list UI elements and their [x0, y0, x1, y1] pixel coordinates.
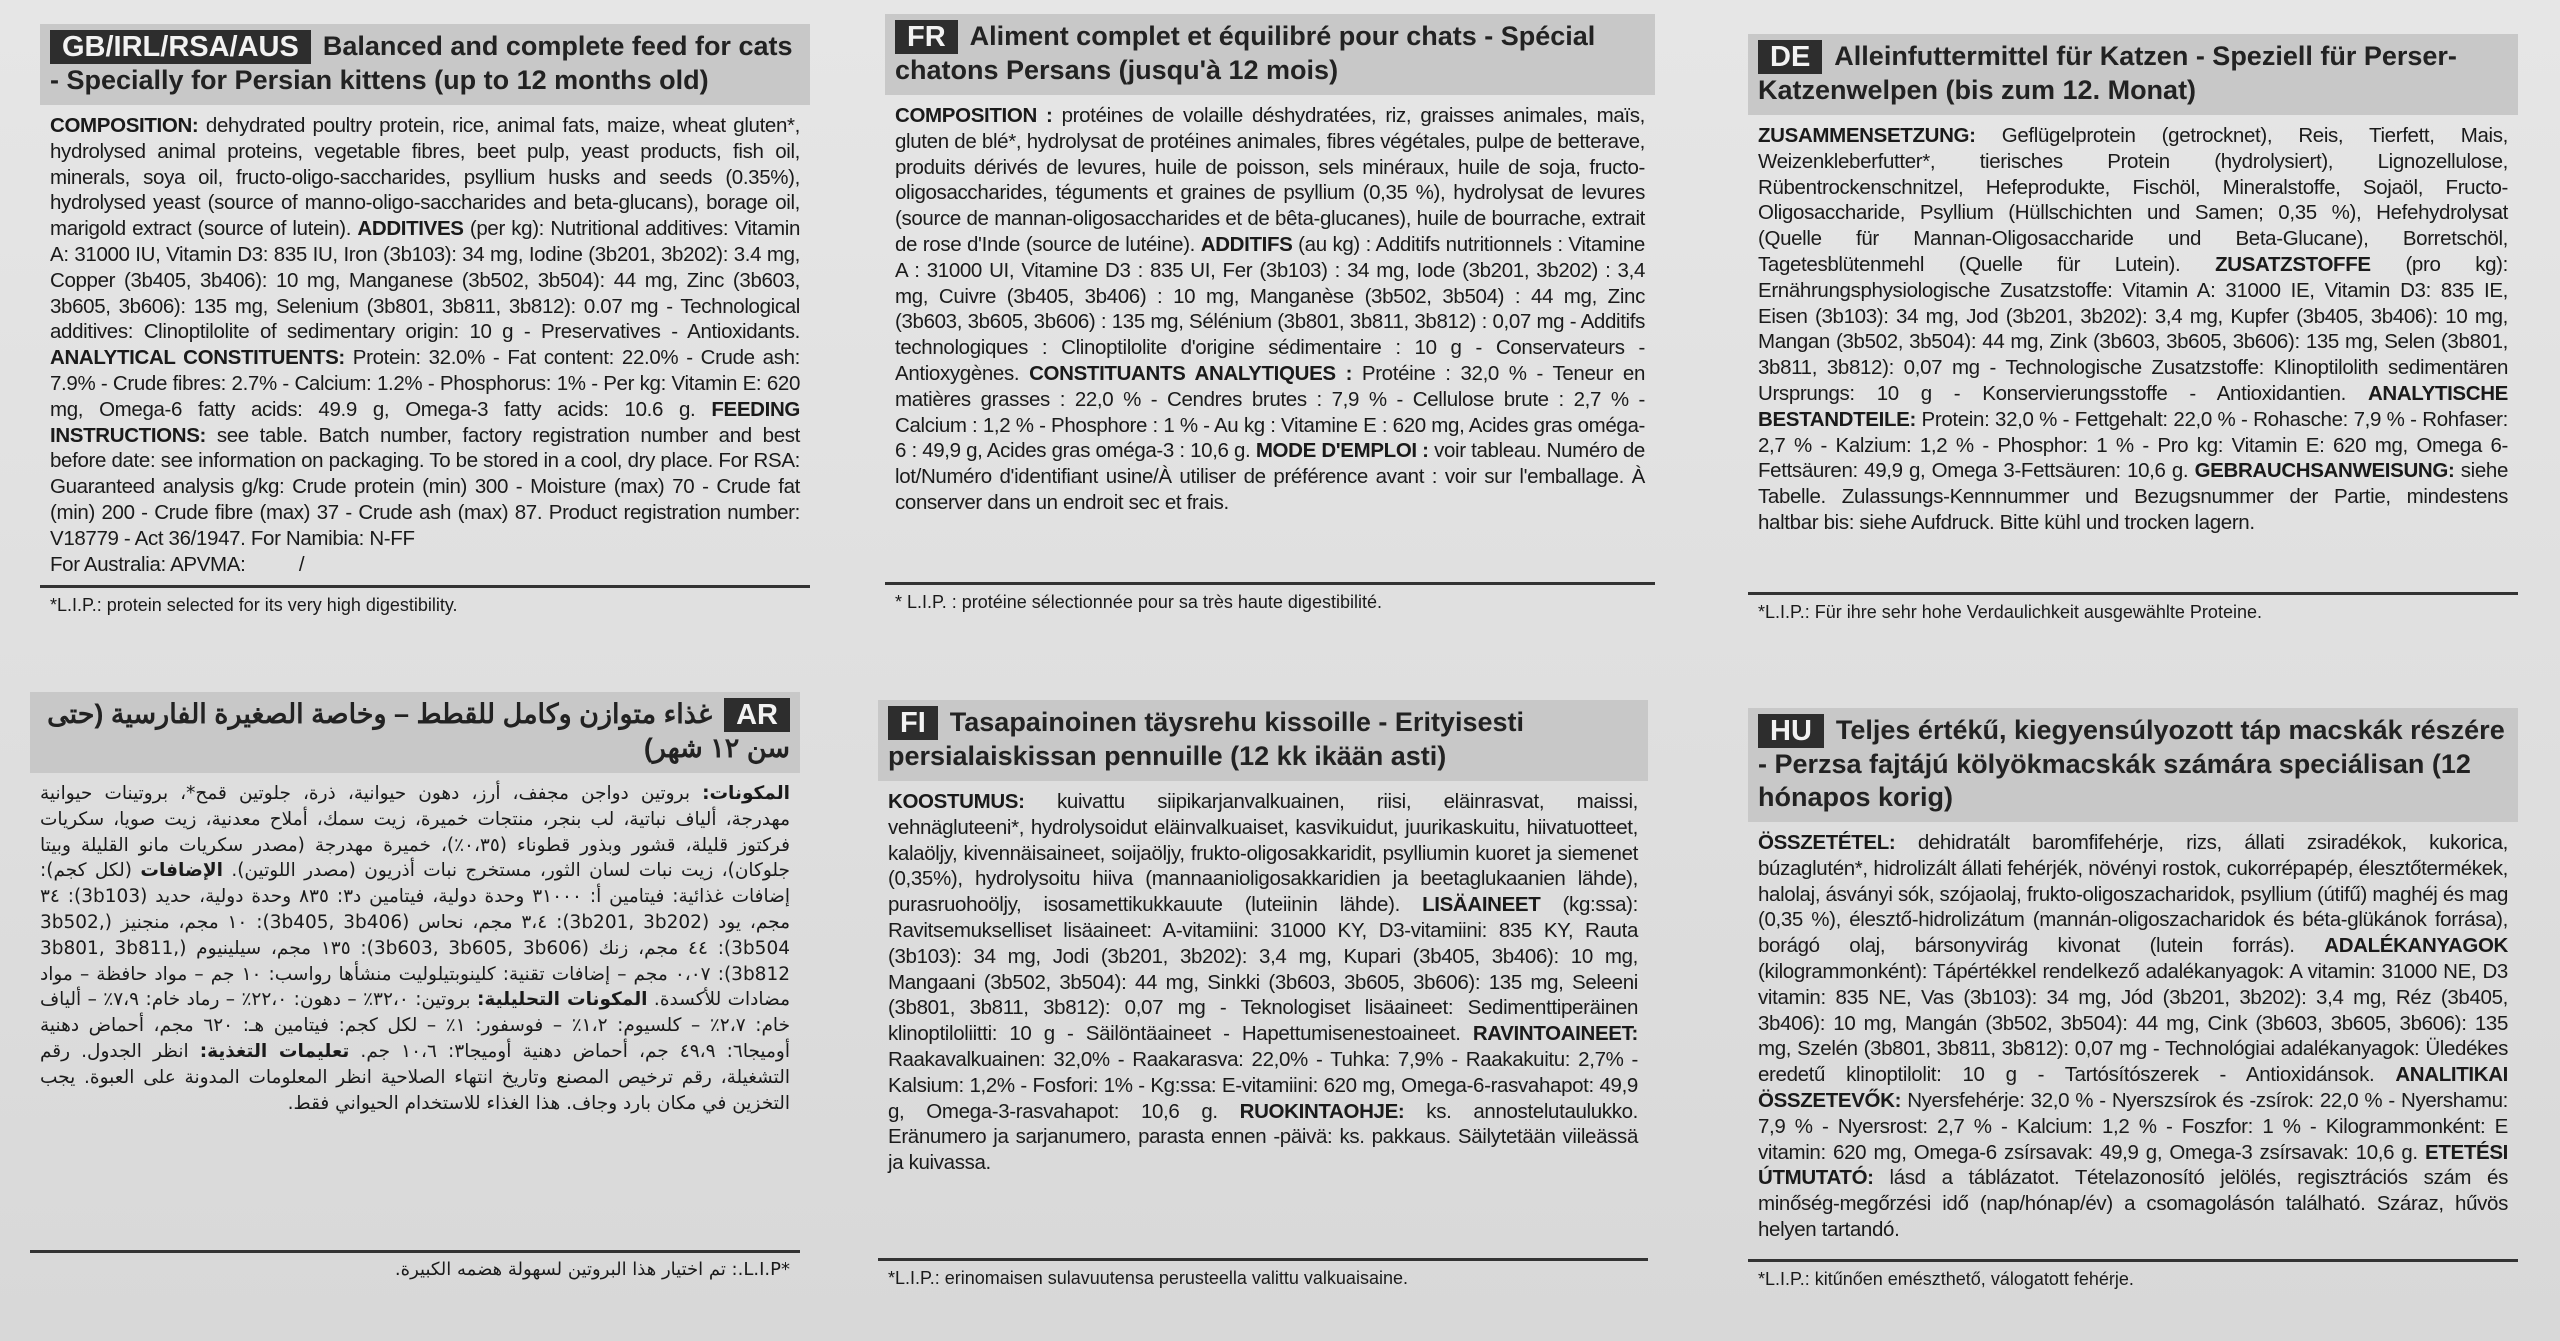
additives-label: ADALÉKANYAGOK [2324, 934, 2508, 958]
ingredients-paragraph [895, 103, 1645, 516]
feeding-label: RUOKINTAOHJE: [1239, 1099, 1405, 1123]
analytical-label: المكونات التحليلية: [477, 989, 648, 1011]
additives-text: (لكل كجم): إضافات غذائية: فيتامين أ: ٣١٠٠٠ وحدة دولية، فيتامين د٣: ٨٣٥ وحدة دولية، حديد (3b103): ٣٤ مجم، يود (3b201, 3b202): ٣،٤ مجم، نحاس (3b405, 3b406): ١٠ مجم، منجنيز (3b502, 3b504): ٤٤ مجم، زنك (3b603, 3b605, 3b606): ١٣٥ مجم، سيلينيوم (3b801, 3b811, 3b812): ٠،٠٧ مجم – إضافات تقنية: كلينوبتيلوليت منشأها رواسب: ١٠ جم – مواد حافظة – مواد مضادات للأكسدة. [40, 860, 791, 1011]
feeding-label: تعليمات التغذية: [199, 1040, 350, 1062]
panel-fi [878, 700, 1648, 1295]
panel-hu-body [1748, 822, 2518, 1262]
analytical-text: Protein: 32.0% - Fat content: 22.0% - Crude ash: 7.9% - Crude fibres: 2.7% - Calcium: 1.2% - Phosphorus: 1% - Per kg: Vitamin E: 620 mg, Omega-6 fatty acids: 49.9 g, Omega-3 fatty acids: 10.6 g. [50, 346, 800, 421]
composition-label: KOOSTUMUS: [888, 790, 1025, 813]
analytical-text: Raakavalkuainen: 32,0% - Raakarasva: 22,0% - Tuhka: 7,9% - Raakakuitu: 2,7% - Kalsium: 1,2% - Fosfori: 1% - Kg:ssa: E-vitamiini: 620 mg, Omega-6-rasvahapot: 49,9 g, Omega-3-rasvahapot: 10,6 g. [888, 1047, 1638, 1123]
language-code-badge: FR [895, 20, 958, 54]
language-code-badge: AR [724, 698, 790, 732]
feeding-text: see table. Batch number, factory registration number and best before date: see information on packaging. To be stored in a cool, dry place. For RSA: Guaranteed analysis g/kg: Crude protein (min) 300 - Moisture (max) 70 - Crude fat (min) 200 - Crude fibre (max) 37 - Crude ash (max) 87. Product registration number: V18779 - Act 36/1947. For Namibia: N-FF [50, 423, 800, 550]
panel-de-header [1748, 34, 2518, 115]
footnote: *L.I.P.: kitűnően emészthető, válogatott fehérje. [1758, 1269, 2134, 1289]
panel-fr-body [885, 95, 1655, 585]
analytical-label: ANALYTISCHE BESTANDTEILE: [1758, 381, 2508, 431]
footnote: * L.I.P. : protéine sélectionnée pour sa très haute digestibilité. [895, 592, 1382, 612]
panel-title: Aliment complet et équilibré pour chats - Spécial chatons Persans (jusqu'à 12 mois) [895, 21, 1596, 85]
additives-text: (pro kg): Ernährungsphysiologische Zusatzstoffe: Vitamin A: 31000 IE, Vitamin D3: 835 IE, Eisen (3b103): 34 mg, Jod (3b201, 3b202): 3,4 mg, Kupfer (3b405, 3b406): 10 mg, Mangan (3b502, 3b504): 44 mg, Zink (3b603, 3b605, 3b606): 135 mg, Selen (3b801, 3b811, 3b812): 0,07 mg - Technologische Zusatzstoffe: Klinoptilolith sedimentären Ursprungs: 10 g - Konservierungsstoffe - Antioxidantien. [1758, 252, 2508, 405]
composition-text: protéines de volaille déshydratées, riz, graisses animales, maïs, gluten de blé*, hydrolysat de protéines animales, fibres végétales, pulpe de betterave, produits dérivés de levures, huile de poisson, sels minéraux, huile de soja, fructo-oligosaccharides, téguments et graines de psyllium (0,35 %), hydrolysat de levures (source de mannan-oligosaccharides et de bêta-glucanes), huile de bourrache, extrait de rose d'Inde (source de lutéine). [895, 104, 1645, 256]
footnote: *L.I.P.: erinomaisen sulavuutensa perusteella valittu valkuaisaine. [888, 1268, 1408, 1288]
feeding-text: lásd a táblázatot. Tételazonosító jelölés, regisztrációs szám és minőség-megőrzési idő (nap/hónap/év) a csomagolásón található. Száraz, hűvös helyen tartandó. [1758, 1166, 2508, 1241]
panel-title: Tasapainoinen täysrehu kissoille - Erityisesti persialaiskissan pennuille (12 kk ikään asti) [888, 707, 1524, 771]
analytical-label: RAVINTOAINEET: [1472, 1022, 1638, 1046]
composition-text: dehydrated poultry protein, rice, animal fats, maize, wheat gluten*, hydrolysed animal proteins, vegetable fibres, beet pulp, yeast products, fish oil, minerals, soya oil, fructo-oligo-saccharides, psyllium husks and seeds (0.35%), hydrolysed yeast (source of manno-oligo-saccharides and beta-glucans), borage oil, marigold extract (source of lutein). [50, 114, 800, 241]
panel-title: Balanced and complete feed for cats - Specially for Persian kittens (up to 12 months old) [50, 31, 793, 95]
language-code-badge: FI [888, 706, 938, 740]
composition-label: ZUSAMMENSETZUNG: [1758, 124, 1976, 147]
composition-label: ÖSSZETÉTEL: [1758, 831, 1896, 854]
panel-title: غذاء متوازن وكامل للقطط – وخاصة الصغيرة الفارسية (حتى سن ١٢ شهر) [47, 699, 790, 763]
analytical-text: Protein: 32,0 % - Fettgehalt: 22,0 % - Rohasche: 7,9 % - Rohfaser: 2,7 % - Kalzium: 1,2 % - Phosphor: 1 % - Pro kg: Vitamin E: 620 mg, Omega 6-Fettsäuren: 49,9 g, Omega 3-Fettsäuren: 10,6 g. [1758, 407, 2508, 483]
composition-text: Geflügelprotein (getrocknet), Reis, Tierfett, Mais, Weizenkleberfutter*, tierisches Protein (hydrolysiert), Lignozellulose, Rübentrockenschnitzel, Hefeprodukte, Fischöl, Mineralstoffe, Sojaöl, Fructo-Oligosaccharide, Psyllium (Hüllschichten und Samen; 0,35 %), Hefehydrolysat (Quelle für Mannan-Oligosaccharide und Beta-Glucane), Borretschöl, Tagetesblütenmehl (Quelle für Lutein). [1758, 124, 2508, 276]
language-code-badge: GB/IRL/RSA/AUS [50, 30, 311, 64]
ingredients-paragraph [888, 789, 1638, 1176]
ingredients-paragraph [1758, 830, 2508, 1243]
additives-text: (per kg): Nutritional additives: Vitamin A: 31000 IU, Vitamin D3: 835 IU, Iron (3b103): 34 mg, Iodine (3b201, 3b202): 3.4 mg, Copper (3b405, 3b406): 10 mg, Manganese (3b502, 3b504): 44 mg, Zinc (3b603, 3b605, 3b606): 135 mg, Selenium (3b801, 3b811, 3b812): 0.07 mg - Technological additives: Clinoptilolite of sedimentary origin: 10 g - Preservatives - Antioxidants. [50, 217, 800, 344]
panel-fr [885, 14, 1655, 619]
panel-title: Alleinfuttermittel für Katzen - Speziell für Perser-Katzenwelpen (bis zum 12. Monat) [1758, 41, 2457, 105]
additives-label: ADDITIFS [1200, 232, 1293, 256]
composition-text: dehidratált baromfifehérje, rizs, állati zsiradékok, kukorica, búzaglutén*, hidrolizált állati fehérjék, növényi rostok, cukorrépapép, élesztőtermékek, halolaj, ásványi sók, szójaolaj, frukto-oligoszacharidok, psyllium (útifű) maghéj és mag (0,35 %), élesztő-hidrolizátum (mannán-oligoszacharidok és béta-glükánok forrása), borágó olaj, bársonyvirág kivonat (lutein forrás). [1758, 831, 2508, 958]
panel-title: Teljes értékű, kiegyensúlyozott táp macskák részére - Perzsa fajtájú kölyökmacskák számára speciálisan (12 hónapos korig) [1758, 715, 2505, 812]
analytical-label: ANALITIKAI ÖSSZETEVŐK: [1758, 1063, 2508, 1112]
panel-de [1748, 34, 2518, 629]
feeding-text: voir tableau. Numéro de lot/Numéro d'identifiant usine/À utiliser de préférence avant : voir sur l'emballage. À conserver dans un endroit sec et frais. [895, 439, 1645, 514]
composition-text: بروتين دواجن مجفف، أرز، دهون حيوانية، ذرة، جلوتين قمح*، بروتينات حيوانية مهدرجة، ألياف نباتية، لب بنجر، منتجات خميرة، زيت سمك، أملاح معدنية، زيت صويا، سكريات فركتوز قليلة، قشور وبذور قطوناء (٠،٣٥٪)، خميرة مهدرجة (مصدر سكريات مانو القليلة وبيتا جلوكان)، زيت نبات لسان الثور، مستخرج نبات أذريون (مصدر اللوتين). [40, 783, 790, 882]
ingredients-paragraph [50, 113, 800, 552]
feeding-label: FEEDING INSTRUCTIONS: [50, 397, 800, 447]
ingredients-paragraph [40, 781, 790, 1116]
panel-ar [30, 692, 800, 1287]
panel-de-body [1748, 115, 2518, 595]
composition-label: المكونات: [702, 783, 790, 804]
panel-gb [40, 24, 810, 622]
panel-fi-body [878, 781, 1648, 1261]
composition-label: COMPOSITION : [895, 104, 1053, 127]
panel-ar-body [30, 773, 800, 1253]
additives-text: (kg:ssa): Ravitsemukselliset lisäaineet: A-vitamiini: 31000 KY, D3-vitamiini: 835 KY, Rauta (3b103): 34 mg, Jodi (3b201, 3b202): 3,4 mg, Kupari (3b405, 3b406): 10 mg, Mangaani (3b502, 3b504): 44 mg, Sinkki (3b603, 3b605, 3b606): 135 mg, Seleeni (3b801, 3b811, 3b812): 0,07 mg - Teknologiset lisäaineet: Sedimenttiperäinen klinoptiloliitti: 10 g - Säilöntäaineet - Hapettumisenestoaineet. [888, 893, 1639, 1046]
analytical-text: Protéine : 32,0 % - Teneur en matières grasses : 22,0 % - Cendres brutes : 7,9 % - Cellulose brute : 2,7 % - Calcium : 1,2 % - Phosphore : 1 % - Au kg : Vitamine E : 620 mg, Acides gras oméga-6 : 49,9 g, Acides gras oméga-3 : 10,6 g. [895, 361, 1645, 463]
language-code-badge: DE [1758, 40, 1822, 74]
feeding-label: MODE D'EMPLOI : [1255, 439, 1429, 463]
additives-label: ADDITIVES [357, 217, 464, 241]
analytical-text: Nyersfehérje: 32,0 % - Nyerszsírok és -zsírok: 22,0 % - Nyershamu: 7,9 % - Nyersrost: 2,7 % - Kalcium: 1,2 % - Foszfor: 1 % - Kilogrammonként: E vitamin: 620 mg, Omega-6 zsírsavak: 49,9 g, Omega-3 zsírsavak: 10,6 g. [1758, 1088, 2508, 1164]
ingredients-paragraph [1758, 123, 2508, 536]
australia-registration: For Australia: APVMA: / [50, 552, 305, 576]
panel-gb-header [40, 24, 810, 105]
feeding-text: ks. annostelutaulukko. Eränumero ja sarjanumero, parasta ennen -päivä: ks. pakkaus. Säilytetään viileässä ja kuivassa. [888, 1099, 1638, 1175]
feeding-text: siehe Tabelle. Zulassungs-Kennnummer und Bezugsnummer der Partie, mindestens haltbar bis: siehe Aufdruck. Bitte kühl und trocken lagern. [1758, 459, 2508, 534]
analytical-label: CONSTITUANTS ANALYTIQUES : [1029, 361, 1353, 385]
feeding-text: انظر الجدول. رقم التشغيلة، رقم ترخيص المصنع وتاريخ انتهاء الصلاحية انظر المعلومات المدونة على العبوة. يجب التخزين في مكان بارد وجاف. هذا الغذاء للاستخدام الحيواني فقط. [40, 1040, 790, 1114]
analytical-text: بروتين: ٣٢،٠٪ – دهون: ٢٢،٠٪ – رماد خام: ٧،٩٪ – ألياف خام: ٢،٧٪ – كلسيوم: ١،٢٪ – فوسفور: ١٪ – لكل كجم: فيتامين هـ: ٦٢٠ مجم، أحماض دهنية أوميجا٦: ٤٩،٩ جم، أحماض دهنية أوميجا٣: ١٠،٦ جم. [40, 989, 791, 1062]
additives-text: (au kg) : Additifs nutritionnels : Vitamine A : 31000 UI, Vitamine D3 : 835 UI, Fer (3b103) : 34 mg, Iode (3b201, 3b202) : 3,4 mg, Cuivre (3b405, 3b406) : 10 mg, Manganèse (3b502, 3b504) : 44 mg, Zinc (3b603, 3b605, 3b606) : 135 mg, Sélénium (3b801, 3b811, 3b812) : 0,07 mg - Additifs technologiques : Clinoptilolite d'origine sédimentaire : 10 g - Conservateurs - Antioxygènes. [895, 232, 1645, 385]
panel-fi-header [878, 700, 1648, 781]
feeding-label: ETETÉSI ÚTMUTATÓ: [1758, 1140, 2508, 1190]
additives-text: (kilogrammonként): Tápértékkel rendelkező adalékanyagok: A vitamin: 31000 NE, D3 vitamin: 835 NE, Vas (3b103): 34 mg, Jód (3b201, 3b202): 3,4 mg, Réz (3b405, 3b406): 10 mg, Mangán (3b502, 3b504): 44 mg, Cink (3b603, 3b605, 3b606): 135 mg, Szelén (3b801, 3b811, 3b812): 0,07 mg - Technológiai adalékanyagok: Üledékes eredetű klinoptilolit: 10 g - Tartósítószerek - Antioxidánsok. [1758, 959, 2508, 1087]
feeding-label: GEBRAUCHSANWEISUNG: [2194, 459, 2455, 483]
additives-label: ZUSATZSTOFFE [2215, 252, 2371, 276]
panel-hu-header [1748, 708, 2518, 822]
panel-gb-body [40, 105, 810, 588]
footnote: *L.I.P.: تم اختيار هذا البروتين لسهولة هضمه الكبيرة. [394, 1259, 790, 1280]
analytical-label: ANALYTICAL CONSTITUENTS: [50, 346, 345, 370]
additives-label: LISÄAINEET [1422, 893, 1541, 917]
additives-label: الإضافات [140, 860, 223, 882]
panel-fr-header [885, 14, 1655, 95]
footnote: *L.I.P.: protein selected for its very high digestibility. [50, 595, 458, 616]
panel-ar-header [30, 692, 800, 773]
panel-hu [1748, 708, 2518, 1296]
footnote: *L.I.P.: Für ihre sehr hohe Verdaulichkeit ausgewählte Proteine. [1758, 602, 2262, 622]
language-code-badge: HU [1758, 714, 1824, 748]
composition-label: COMPOSITION: [50, 114, 199, 137]
composition-text: kuivattu siipikarjanvalkuainen, riisi, eläinrasvat, maissi, vehnägluteeni*, hydrolysoidut eläinvalkuaiset, kasvikuidut, juurikaskuitu, hiivatuotteet, kalaöljy, kivennäisaineet, soijaöljy, frukto-oligosakkaridit, psylliumin kuoret ja siemenet (0,35%), hydrolysoitu hiiva (mannaanioligosakkaridien ja beetaglukaanien lähde), purasruohoöljy, isosamettikukkauute (luteiinin lähde). [888, 790, 1638, 917]
